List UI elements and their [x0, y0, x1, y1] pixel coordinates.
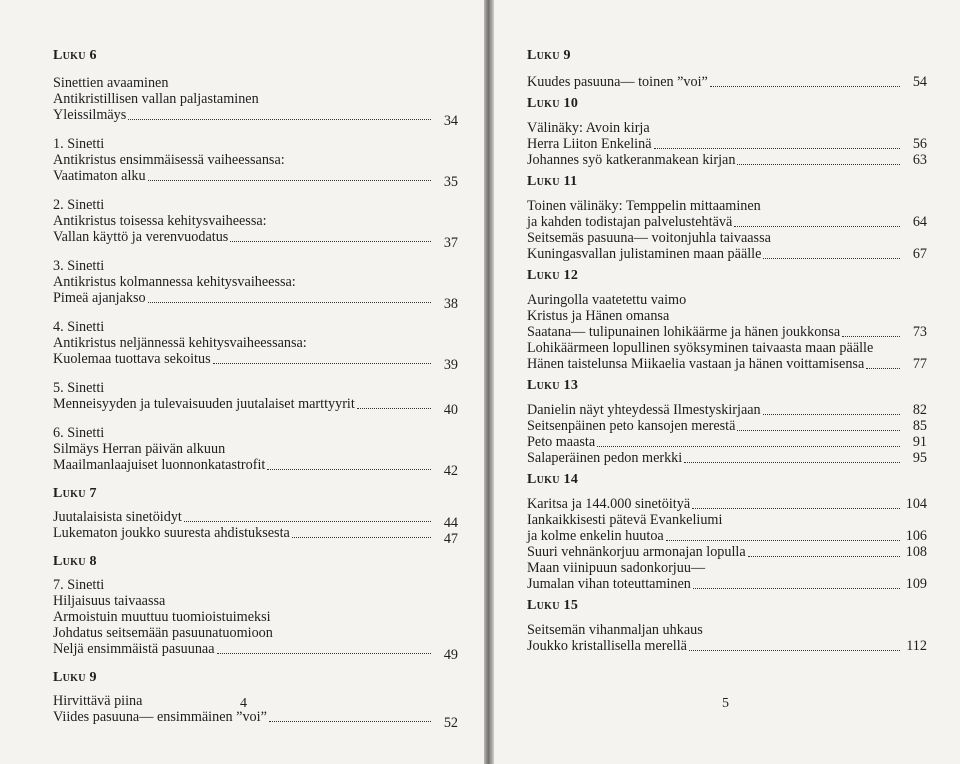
toc-line [527, 638, 927, 654]
toc-entry-title: Kristus ja Hänen omansa [527, 308, 670, 324]
toc-line [53, 75, 458, 91]
toc-line [527, 120, 927, 136]
toc-page-number: 108 [905, 544, 927, 560]
toc-page-number: 106 [905, 528, 927, 544]
toc-line [53, 509, 458, 531]
toc-line [53, 380, 458, 396]
toc-line [53, 425, 458, 441]
toc-page-number: 34 [443, 113, 458, 129]
toc-line [527, 356, 927, 372]
toc-page-number: 37 [443, 235, 458, 251]
toc-entry-title: Antikristus neljännessä kehitysvaiheessansa: [53, 335, 307, 351]
toc-line [53, 258, 458, 274]
toc-page-number: 56 [912, 136, 927, 152]
toc-page-number: 109 [905, 576, 927, 592]
chapter-heading: Luku 7 [53, 486, 97, 501]
toc-entry-title: Johdatus seitsemään pasuunatuomioon [53, 625, 273, 641]
toc-entry-title: Maailmanlaajuiset luonnonkatastrofit [53, 457, 266, 473]
toc-line [53, 197, 458, 213]
toc-entry-title: Lukematon joukko suuresta ahdistuksesta [53, 525, 290, 541]
dot-leader [269, 721, 431, 722]
toc-line [527, 434, 927, 450]
dot-leader [693, 588, 900, 589]
toc-entry-group [53, 693, 458, 731]
dot-leader [692, 508, 900, 509]
toc-line [53, 709, 458, 731]
right-page [494, 0, 960, 764]
toc-entry-title: Antikristus toisessa kehitysvaiheessa: [53, 213, 267, 229]
toc-entry-group [527, 74, 927, 90]
chapter-heading: Luku 9 [527, 48, 571, 63]
toc-line [53, 274, 458, 290]
toc-line [527, 450, 927, 466]
toc-page-number: 39 [443, 357, 458, 373]
toc-entry-title: Hänen taistelunsa Miikaelia vastaan ja hänen voittamisensa [527, 356, 865, 372]
toc-entry-title: Sinettien avaaminen [53, 75, 169, 91]
toc-entry-title: Toinen välinäky: Temppelin mittaaminen [527, 198, 761, 214]
dot-leader [597, 446, 900, 447]
toc-page-number: 42 [443, 463, 458, 479]
toc-entry-title: Silmäys Herran päivän alkuun [53, 441, 226, 457]
toc-entry-group [53, 380, 458, 418]
toc-line [53, 335, 458, 351]
table-of-contents-right [527, 48, 927, 660]
toc-line [527, 496, 927, 512]
chapter-heading: Luku 8 [53, 554, 97, 569]
dot-leader [213, 363, 431, 364]
toc-entry-title: 7. Sinetti [53, 577, 105, 593]
toc-entry-title: Danielin näyt yhteydessä Ilmestyskirjaan [527, 402, 761, 418]
toc-entry-title: Salaperäinen pedon merkki [527, 450, 683, 466]
toc-entry-title: 2. Sinetti [53, 197, 105, 213]
toc-entry-title: Hiljaisuus taivaassa [53, 593, 166, 609]
toc-line [53, 152, 458, 168]
toc-line [53, 525, 458, 547]
toc-line [527, 308, 927, 324]
dot-leader [666, 540, 900, 541]
dot-leader [128, 119, 431, 120]
toc-line [527, 576, 927, 592]
toc-entry-title: Juutalaisista sinetöidyt [53, 509, 182, 525]
dot-leader [737, 164, 900, 165]
toc-entry-group [53, 509, 458, 547]
dot-leader [842, 336, 900, 337]
toc-entry-title: Antikristillisen vallan paljastaminen [53, 91, 259, 107]
dot-leader [230, 241, 431, 242]
toc-entry-group [53, 136, 458, 190]
dot-leader [148, 302, 431, 303]
dot-leader [357, 408, 431, 409]
toc-page-number: 47 [443, 531, 458, 547]
toc-entry-title: Kuudes pasuuna— toinen ”voi” [527, 74, 708, 90]
toc-entry-title: Auringolla vaatetettu vaimo [527, 292, 687, 308]
toc-page-number: 77 [912, 356, 927, 372]
toc-line [53, 457, 458, 479]
toc-line [527, 214, 927, 230]
toc-entry-title: Herra Liiton Enkelinä [527, 136, 652, 152]
toc-line [53, 290, 458, 312]
toc-page-number: 35 [443, 174, 458, 190]
toc-line [53, 351, 458, 373]
toc-line [527, 528, 927, 544]
toc-entry-group [53, 425, 458, 479]
toc-page-number: 38 [443, 296, 458, 312]
toc-line [53, 609, 458, 625]
toc-entry-title: 5. Sinetti [53, 380, 105, 396]
toc-entry-title: Seitsemän vihanmaljan uhkaus [527, 622, 703, 638]
toc-page-number: 52 [443, 715, 458, 731]
toc-page-number: 40 [443, 402, 458, 418]
toc-line [527, 152, 927, 168]
toc-entry-title: Vaatimaton alku [53, 168, 146, 184]
toc-line [53, 91, 458, 107]
toc-line [527, 418, 927, 434]
dot-leader [184, 521, 431, 522]
toc-entry-title: ja kolme enkelin huutoa [527, 528, 664, 544]
toc-entry-group [527, 120, 927, 168]
toc-entry-title: Yleissilmäys [53, 107, 127, 123]
toc-line [53, 229, 458, 251]
dot-leader [734, 226, 900, 227]
chapter-heading: Luku 6 [53, 48, 97, 63]
page-number: 5 [722, 696, 729, 711]
toc-entry-title: Joukko kristallisella merellä [527, 638, 687, 654]
toc-entry-title: Kuolemaa tuottava sekoitus [53, 351, 211, 367]
toc-entry-group [53, 319, 458, 373]
toc-line [53, 625, 458, 641]
toc-page-number: 64 [912, 214, 927, 230]
toc-line [527, 74, 927, 90]
chapter-heading: Luku 15 [527, 598, 579, 613]
book-gutter [484, 0, 494, 764]
toc-entry-title: Pimeä ajanjakso [53, 290, 146, 306]
toc-entry-group [527, 292, 927, 372]
dot-leader [710, 86, 900, 87]
toc-line [527, 544, 927, 560]
chapter-heading: Luku 12 [527, 268, 579, 283]
toc-entry-group [53, 75, 458, 129]
toc-entry-title: Seitsenpäinen peto kansojen merestä [527, 418, 736, 434]
toc-entry-title: 1. Sinetti [53, 136, 105, 152]
toc-page-number: 95 [912, 450, 927, 466]
toc-entry-title: Menneisyyden ja tulevaisuuden juutalaiset marttyyrit [53, 396, 355, 412]
dot-leader [148, 180, 431, 181]
toc-entry-title: 4. Sinetti [53, 319, 105, 335]
toc-line [53, 136, 458, 152]
toc-page-number: 54 [912, 74, 927, 90]
toc-line [53, 107, 458, 129]
toc-line [53, 593, 458, 609]
dot-leader [866, 368, 900, 369]
toc-entry-title: Peto maasta [527, 434, 596, 450]
dot-leader [689, 650, 900, 651]
toc-page-number: 73 [912, 324, 927, 340]
toc-entry-title: Karitsa ja 144.000 sinetöityä [527, 496, 691, 512]
page-number: 4 [240, 696, 247, 711]
toc-line [527, 246, 927, 262]
toc-page-number: 82 [912, 402, 927, 418]
dot-leader [763, 414, 900, 415]
chapter-heading: Luku 14 [527, 472, 579, 487]
toc-entry-title: Maan viinipuun sadonkorjuu— [527, 560, 706, 576]
toc-entry-group [527, 198, 927, 262]
toc-line [527, 622, 927, 638]
toc-entry-group [53, 197, 458, 251]
toc-page-number: 112 [906, 638, 927, 654]
toc-line [527, 340, 927, 356]
dot-leader [748, 556, 900, 557]
toc-entry-title: Seitsemäs pasuuna— voitonjuhla taivaassa [527, 230, 771, 246]
toc-entry-title: Iankaikkisesti pätevä Evankeliumi [527, 512, 723, 528]
toc-line [53, 396, 458, 418]
toc-page-number: 104 [905, 496, 927, 512]
toc-entry-title: Saatana— tulipunainen lohikäärme ja hänen joukkonsa [527, 324, 841, 340]
toc-page-number: 63 [912, 152, 927, 168]
toc-entry-title: Antikristus kolmannessa kehitysvaiheessa: [53, 274, 296, 290]
toc-entry-title: Antikristus ensimmäisessä vaiheessansa: [53, 152, 285, 168]
toc-page-number: 44 [443, 515, 458, 531]
chapter-heading: Luku 9 [53, 670, 97, 685]
dot-leader [684, 462, 900, 463]
toc-page-number: 91 [912, 434, 927, 450]
toc-entry-title: Suuri vehnänkorjuu armonajan lopulla [527, 544, 746, 560]
toc-line [527, 402, 927, 418]
dot-leader [267, 469, 431, 470]
chapter-heading: Luku 13 [527, 378, 579, 393]
toc-entry-title: Viides pasuuna— ensimmäinen ”voi” [53, 709, 267, 725]
toc-entry-title: Johannes syö katkeranmakean kirjan [527, 152, 736, 168]
toc-entry-group [527, 496, 927, 592]
chapter-heading: Luku 11 [527, 174, 578, 189]
toc-entry-title: ja kahden todistajan palvelustehtävä [527, 214, 733, 230]
toc-entry-title: Neljä ensimmäistä pasuunaa [53, 641, 215, 657]
toc-line [53, 441, 458, 457]
toc-entry-title: Kuningasvallan julistaminen maan päälle [527, 246, 762, 262]
toc-entry-title: 3. Sinetti [53, 258, 105, 274]
toc-entry-group [527, 402, 927, 466]
toc-page-number: 49 [443, 647, 458, 663]
toc-entry-group [53, 577, 458, 663]
table-of-contents-left [53, 48, 458, 738]
toc-entry-title: Armoistuin muuttuu tuomioistuimeksi [53, 609, 271, 625]
toc-line [527, 324, 927, 340]
toc-entry-title: Vallan käyttö ja verenvuodatus [53, 229, 229, 245]
toc-line [53, 641, 458, 663]
dot-leader [763, 258, 900, 259]
toc-entry-title: Jumalan vihan toteuttaminen [527, 576, 691, 592]
toc-line [53, 168, 458, 190]
toc-entry-group [527, 622, 927, 654]
toc-line [527, 230, 927, 246]
toc-page-number: 67 [912, 246, 927, 262]
toc-line [53, 577, 458, 593]
toc-line [527, 198, 927, 214]
dot-leader [217, 653, 431, 654]
toc-line [53, 213, 458, 229]
toc-line [53, 693, 458, 709]
toc-line [527, 560, 927, 576]
toc-entry-title: Lohikäärmeen lopullinen syöksyminen taivaasta maan päälle [527, 340, 874, 356]
toc-entry-title: Hirvittävä piina [53, 693, 143, 709]
dot-leader [292, 537, 431, 538]
toc-page-number: 85 [912, 418, 927, 434]
toc-line [53, 319, 458, 335]
toc-entry-group [53, 258, 458, 312]
toc-entry-title: 6. Sinetti [53, 425, 105, 441]
toc-line [527, 512, 927, 528]
toc-entry-title: Välinäky: Avoin kirja [527, 120, 650, 136]
dot-leader [654, 148, 901, 149]
dot-leader [737, 430, 900, 431]
toc-line [527, 136, 927, 152]
chapter-heading: Luku 10 [527, 96, 579, 111]
toc-line [527, 292, 927, 308]
